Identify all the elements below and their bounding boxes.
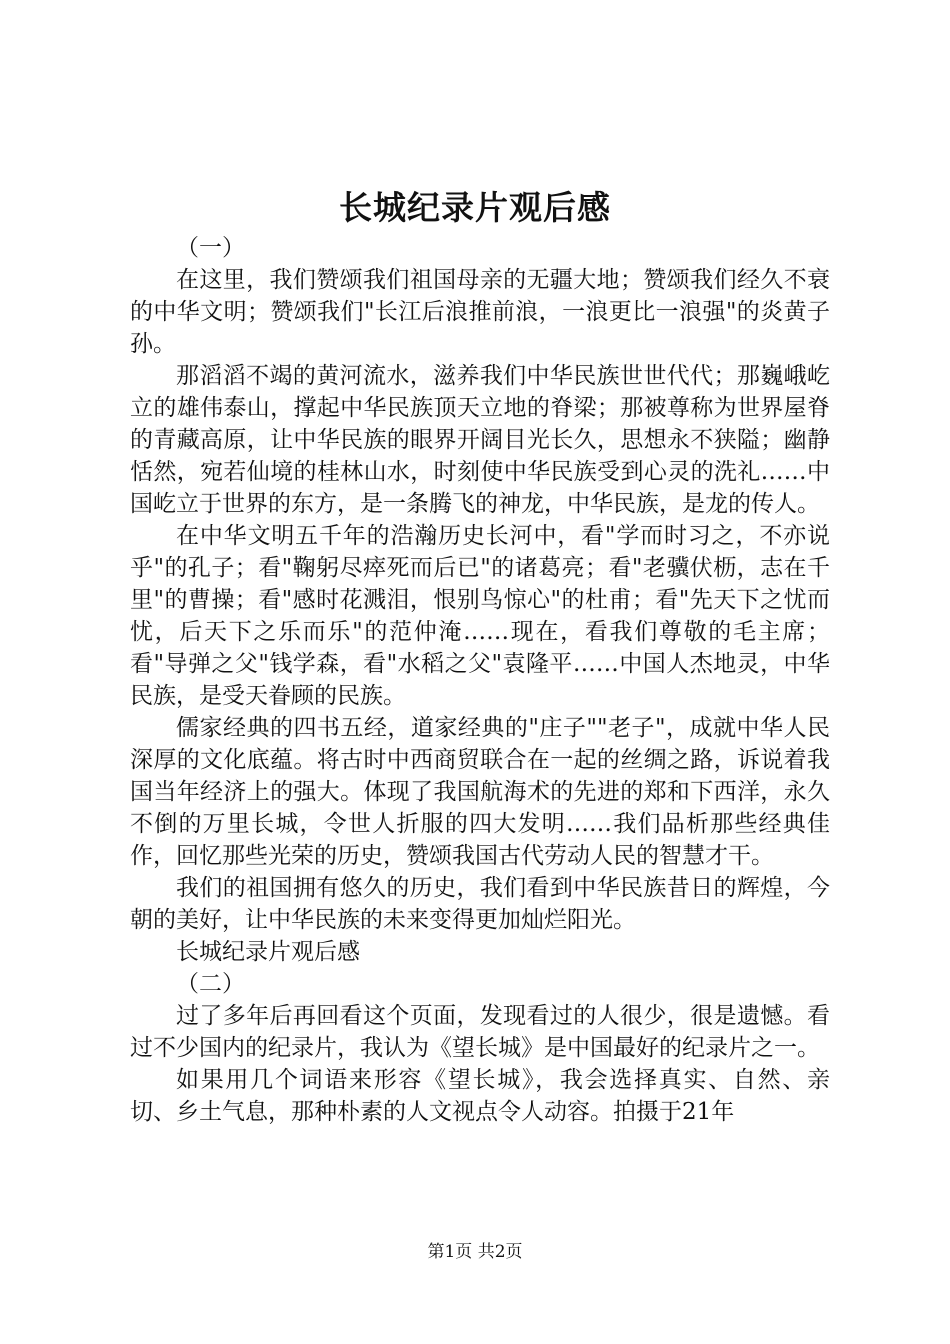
section-marker-1: （一） [176, 235, 245, 261]
page-number: 第1页 共2页 [427, 1242, 523, 1262]
paragraph: 在这里，我们赞颂我们祖国母亲的无疆大地；赞颂我们经久不衰的中华文明；赞颂我们"长江后浪推前浪，一浪更比一浪强"的炎黄子孙。 [130, 267, 830, 357]
document-body [130, 232, 830, 1128]
section-marker-2: （二） [176, 971, 245, 997]
paragraph: 过了多年后再回看这个页面，发现看过的人很少，很是遗憾。看过不少国内的纪录片，我认为《望长城》是中国最好的纪录片之一。 [130, 1003, 830, 1061]
paragraph: 在中华文明五千年的浩瀚历史长河中，看"学而时习之，不亦说乎"的孔子；看"鞠躬尽瘁死而后已"的诸葛亮；看"老骥伏枥，志在千里"的曹操；看"感时花溅泪，恨别鸟惊心"的杜甫；看"先天下之忧而忧，后天下之乐而乐"的范仲淹……现在，看我们尊敬的毛主席；看"导弹之父"钱学森，看"水稻之父"袁隆平……中国人杰地灵，中华民族，是受天眷顾的民族。 [130, 523, 830, 709]
paragraph: 我们的祖国拥有悠久的历史，我们看到中华民族昔日的辉煌，今朝的美好，让中华民族的未来变得更加灿烂阳光。 [130, 875, 830, 933]
paragraph: 那滔滔不竭的黄河流水，滋养我们中华民族世世代代；那巍峨屹立的雄伟泰山，撑起中华民族顶天立地的脊梁；那被尊称为世界屋脊的青藏高原，让中华民族的眼界开阔目光长久，思想永不狭隘；幽静恬然，宛若仙境的桂林山水，时刻使中华民族受到心灵的洗礼……中国屹立于世界的东方，是一条腾飞的神龙，中华民族，是龙的传人。 [130, 363, 830, 517]
document-title: 长城纪录片观后感 [339, 188, 611, 227]
paragraph: 如果用几个词语来形容《望长城》，我会选择真实、自然、亲切、乡土气息，那种朴素的人文视点令人动容。拍摄于21年 [130, 1067, 830, 1125]
repeated-heading: 长城纪录片观后感 [176, 939, 360, 965]
paragraph: 儒家经典的四书五经，道家经典的"庄子""老子"，成就中华人民深厚的文化底蕴。将古时中西商贸联合在一起的丝绸之路，诉说着我国当年经济上的强大。体现了我国航海术的先进的郑和下西洋，永久不倒的万里长城，令世人折服的四大发明……我们品析那些经典佳作，回忆那些光荣的历史，赞颂我国古代劳动人民的智慧才干。 [130, 715, 830, 869]
